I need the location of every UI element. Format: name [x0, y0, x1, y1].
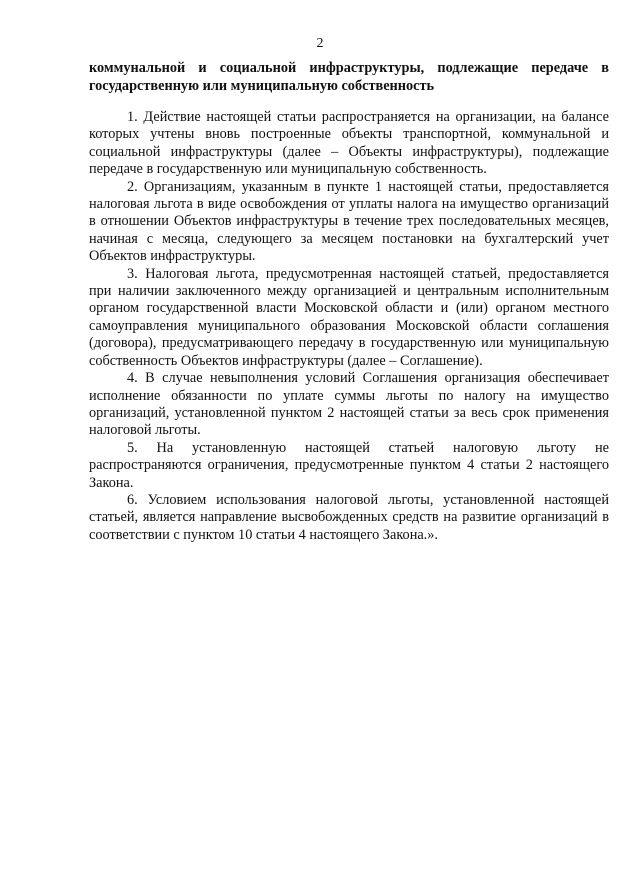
article-heading: коммунальной и социальной инфраструктуры, подлежащие передаче в государственную или муниципальную собственность	[89, 60, 609, 94]
paragraph-4: 4. В случае невыполнения условий Соглашения организация обеспечивает исполнение обязанности по уплате суммы льготы по налогу на имущество организаций, установленной пунктом 2 настоящей статьи за весь срок применения налоговой льготы.	[89, 370, 609, 439]
document-body	[89, 59, 609, 544]
paragraph-5: 5. На установленную настоящей статьей налоговую льготу не распространяются ограничения, предусмотренные пунктом 4 статьи 2 настоящего Закона.	[89, 439, 609, 491]
page-number: 2	[316, 36, 324, 51]
paragraph-6: 6. Условием использования налоговой льготы, установленной настоящей статьей, является направление высвобожденных средств на развитие организаций в соответствии с пунктом 10 статьи 4 настоящего Закона.».	[89, 491, 609, 543]
paragraph-3: 3. Налоговая льгота, предусмотренная настоящей статьей, предоставляется при наличии заключенного между организацией и центральным исполнительным органом государственной власти Московской области и (или) органом местного самоуправления муниципального образования Московской области соглашения (договора), предусматривающего передачу в государственную или муниципальную собственность Объектов инфраструктуры (далее – Соглашение).	[89, 265, 609, 369]
paragraph-1: 1. Действие настоящей статьи распространяется на организации, на балансе которых учтены вновь построенные объекты транспортной, коммунальной и социальной инфраструктуры (далее – Объекты инфраструктуры), подлежащие передаче в государственную или муниципальную собственность.	[89, 109, 609, 178]
paragraph-2: 2. Организациям, указанным в пункте 1 настоящей статьи, предоставляется налоговая льгота в виде освобождения от уплаты налога на имущество организаций в отношении Объектов инфраструктуры в течение трех последовательных месяцев, начиная с месяца, следующего за месяцем постановки на бухгалтерский учет Объектов инфраструктуры.	[89, 178, 609, 265]
